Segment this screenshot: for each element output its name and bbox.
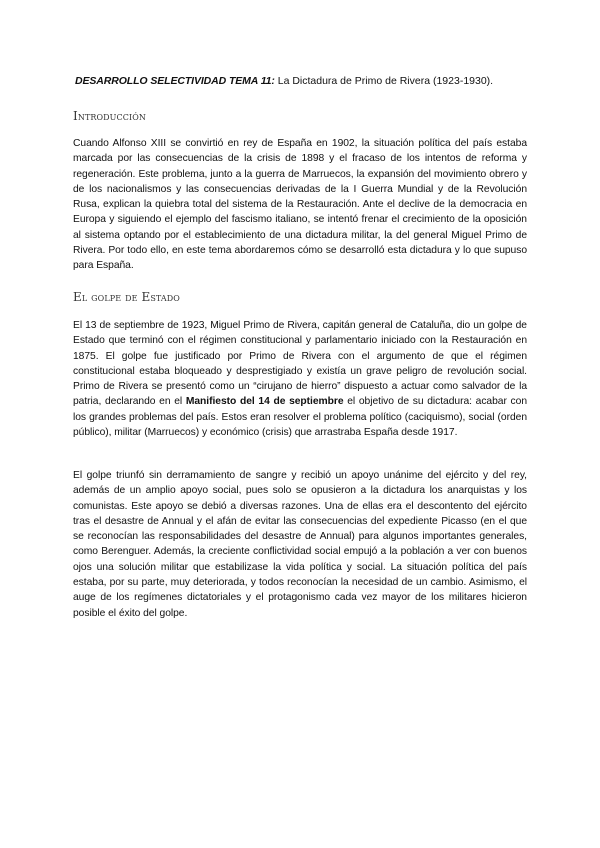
- paragraph-golpe-1: [73, 318, 527, 440]
- title-topic: La Dictadura de Primo de Rivera (1923-1930).: [277, 75, 494, 87]
- paragraph-introduccion: Cuando Alfonso XIII se convirtió en rey de España en 1902, la situación política del país estaba marcada por las consecuencias de la crisis de 1898 y el fracaso de los intentos de reforma y regeneración. Este problema, junto a la guerra de Marruecos, la expansión del movimiento obrero y de los nacionalismos y las consecuencias derivadas de la I Guerra Mundial y de la Revolución Rusa, explican la quiebra total del sistema de la Restauración. Ante el declive de la democracia en Europa y siguiendo el ejemplo del fascismo italiano, se intentó frenar el crecimiento de la oposición al sistema optando por el establecimiento de una dictadura militar, la del general Miguel Primo de Rivera. Por todo ello, en este tema abordaremos cómo se desarrolló esta dictadura y lo que supuso para España.: [73, 138, 527, 272]
- heading-golpe-de-estado: El golpe de Estado: [73, 290, 180, 304]
- heading-introduccion: Introducción: [73, 109, 146, 123]
- manifiesto-bold: Manifiesto del 14 de septiembre: [185, 396, 344, 408]
- paragraph-golpe-1-after: el objetivo de su dictadura: acabar con los grandes problemas del país. Estos eran resolver el problema político (caciquismo), social (orden público), militar (Marruecos) y económico (crisis) que arrastraba España desde 1917.: [73, 396, 527, 439]
- document-title: [75, 74, 545, 88]
- title-bold-part: DESARROLLO SELECTIVIDAD TEMA 11:: [75, 75, 275, 87]
- paragraph-golpe-2: El golpe triunfó sin derramamiento de sangre y recibió un apoyo unánime del ejército y del rey, además de un amplio apoyo social, pues solo se opusieron a la dictadura los anarquistas y los comunistas. Este apoyo se debió a diversas razones. Una de ellas era el descontento del ejército tras el desastre de Annual y el afán de evitar las consecuencias del expediente Picasso (en el que se reconocían las responsabilidades del desastre de Annual) para algunos importantes generales, como Berenguer. Además, la creciente conflictividad social empujó a la población a ver con buenos ojos una solución militar que estabilizase la vida política y social. La situación política del país estaba, por su parte, muy deteriorada, y todos reconocían la necesidad de un cambio. Asimismo, el auge de los regímenes dictatoriales y el protagonismo cada vez mayor de los militares hicieron posible el éxito del golpe.: [73, 470, 527, 619]
- paragraph-golpe-1-before: El 13 de septiembre de 1923, Miguel Primo de Rivera, capitán general de Cataluña, dio un golpe de Estado que terminó con el régimen constitucional y parlamentario iniciado con la Restauración en 1875. El golpe fue justificado por Primo de Rivera con el argumento de que el régimen constitucional estaba bloqueado y desprestigiado y existía un grave peligro de revolución social. Primo de Rivera se presentó como un “cirujano de hierro” dispuesto a actuar como salvador de la patria, declarando en el: [73, 320, 527, 408]
